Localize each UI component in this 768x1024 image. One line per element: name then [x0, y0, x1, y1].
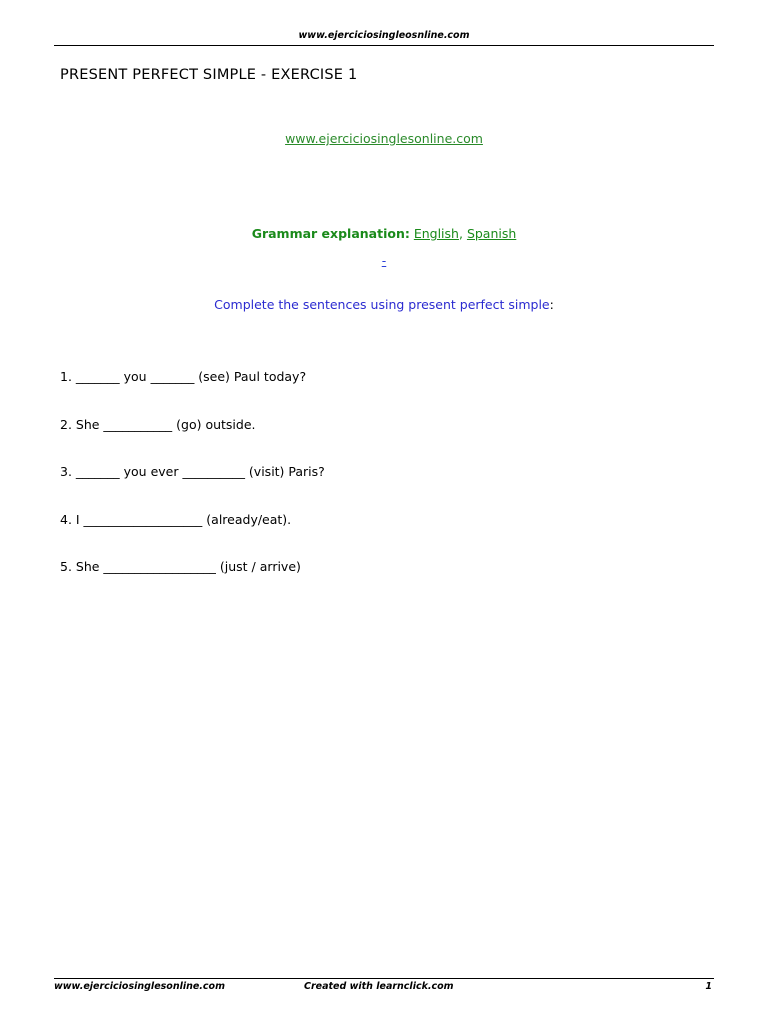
instruction-colon: :	[549, 297, 554, 312]
question-item: 5. She __________________ (just / arrive)	[60, 559, 301, 574]
question-item: 4. I ___________________ (already/eat).	[60, 511, 292, 527]
question-item: 2. She ___________ (go) outside.	[60, 416, 256, 432]
footer	[54, 981, 714, 995]
question-item: 3. _______ you ever __________ (visit) Paris?	[60, 464, 325, 479]
instruction-text: Complete the sentences using present perfect simple	[214, 297, 550, 312]
grammar-separator: ,	[458, 226, 463, 241]
english-link[interactable]: English	[413, 226, 459, 241]
footer-divider	[54, 978, 714, 979]
footer-url: www.ejerciciosinglesonline.com	[54, 981, 225, 992]
dash-link[interactable]: -	[381, 253, 387, 268]
instruction	[0, 297, 768, 312]
question-item: 1. _______ you _______ (see) Paul today?	[60, 369, 307, 384]
grammar-explanation	[0, 226, 768, 241]
question-list	[60, 369, 325, 607]
header-divider	[54, 45, 714, 46]
grammar-label: Grammar explanation:	[251, 226, 410, 241]
page-number: 1	[705, 981, 712, 992]
site-link[interactable]: www.ejerciciosinglesonline.com	[285, 131, 483, 146]
footer-credit: Created with learnclick.com	[304, 981, 454, 992]
header-url: www.ejerciciosingleosnline.com	[298, 30, 470, 41]
spanish-link[interactable]: Spanish	[466, 226, 517, 241]
page-title: PRESENT PERFECT SIMPLE - EXERCISE 1	[60, 67, 358, 83]
